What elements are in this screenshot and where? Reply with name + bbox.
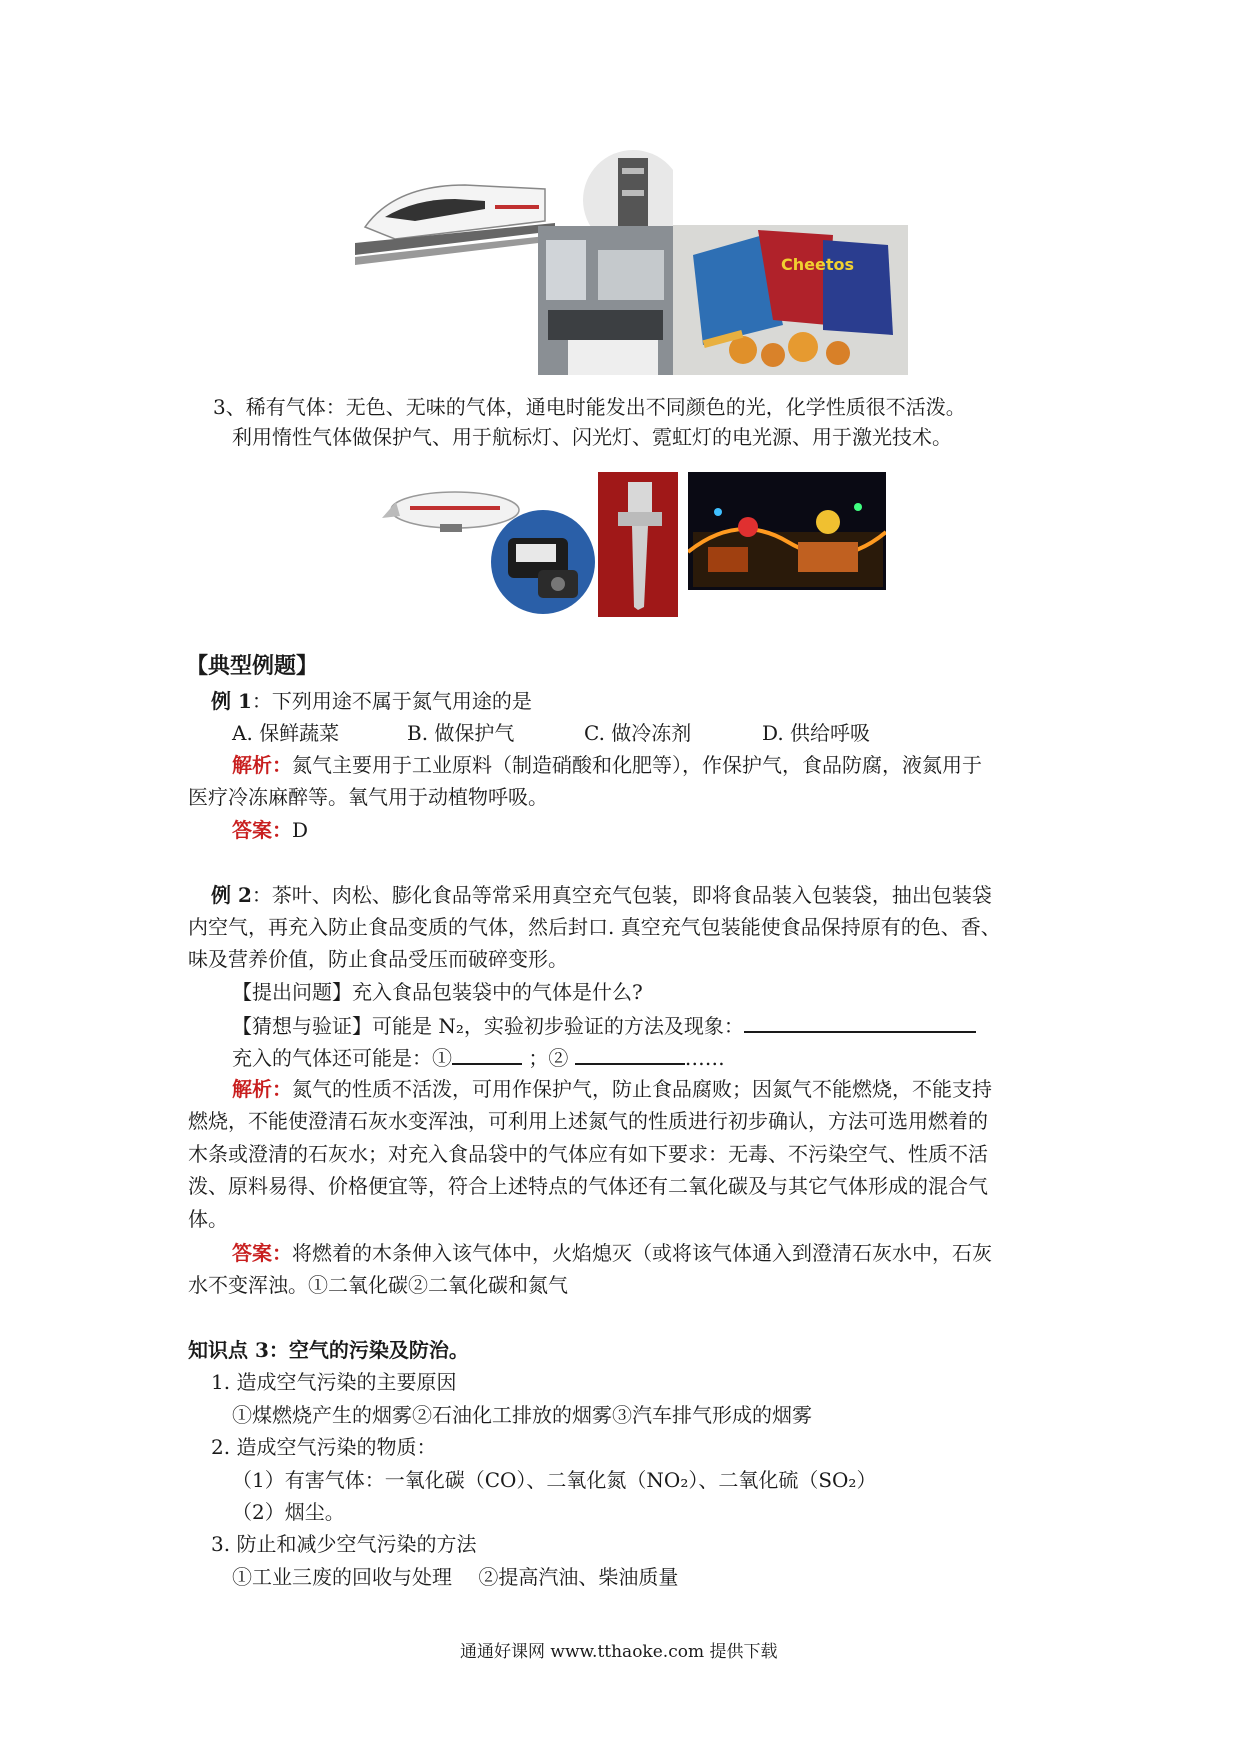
kp3-item-3a: ①工业三废的回收与处理 ②提高汽油、柴油质量 (232, 1565, 679, 1589)
kp3-item-1: 1. 造成空气污染的主要原因 (211, 1370, 457, 1394)
kp3-item-2b: （2）烟尘。 (232, 1500, 345, 1524)
example-2-analysis-line-3: 木条或澄清的石灰水；对充入食品袋中的气体应有如下要求：无毒、不污染空气、性质不活 (188, 1142, 988, 1166)
example-1-analysis-line-2: 医疗冷冻麻醉等。氧气用于动植物呼吸。 (188, 785, 548, 809)
answer-label: 答案： (232, 818, 292, 842)
analysis-text: 氮气主要用于工业原料（制造硝酸和化肥等），作保护气，食品防腐，液氮用于 (292, 753, 982, 777)
problem-statement: 【提出问题】充入食品包装袋中的气体是什么? (232, 980, 643, 1004)
example-2-analysis-line-4: 泼、原料易得、价格便宜等，符合上述特点的气体还有二氧化碳及与其它气体形成的混合气 (188, 1174, 988, 1198)
example-2-question-line-1 (211, 880, 992, 910)
svg-text:Cheetos: Cheetos (781, 255, 854, 274)
maglev-train-photo (355, 165, 555, 265)
example-2-text: ：茶叶、肉松、膨化食品等常采用真空充气包装，即将食品装入包装袋，抽出包装袋 (251, 883, 992, 907)
analysis-label: 解析： (232, 753, 292, 777)
example-2-analysis-line-1 (232, 1074, 992, 1104)
snack-bags-photo (673, 225, 908, 375)
kp3-item-1a: ①煤燃烧产生的烟雾②石油化工排放的烟雾③汽车排气形成的烟雾 (232, 1403, 812, 1427)
example-2-answer-line-2: 水不变浑浊。①二氧化碳②二氧化碳和氮气 (188, 1273, 568, 1297)
guess-text: 【猜想与验证】可能是 N₂，实验初步验证的方法及现象： (232, 1014, 744, 1038)
answer-text: 将燃着的木条伸入该气体中，火焰熄灭（或将该气体通入到澄清石灰水中，石灰 (292, 1241, 992, 1265)
guess-line (232, 1009, 976, 1041)
page-footer: 通通好课网 www.tthaoke.com 提供下载 (460, 1642, 778, 1662)
example-1-text: ：下列用途不属于氮气用途的是 (251, 689, 532, 713)
example-1-label: 例 1 (211, 689, 252, 713)
example-1-answer (232, 815, 308, 845)
example-2-question-line-2: 内空气，再充入防止食品变质的气体，然后封口. 真空充气包装能使食品保持原有的色、香、 (188, 915, 1001, 939)
option-a: A. 保鲜蔬菜 (232, 721, 340, 745)
guess-blank[interactable] (744, 1009, 976, 1033)
option-b: B. 做保护气 (407, 721, 515, 745)
kp3-item-2a: （1）有害气体：一氧化碳（CO）、二氧化氮（NO₂）、二氧化硫（SO₂） (232, 1468, 877, 1492)
lamp-photo (598, 472, 678, 617)
option-c: C. 做冷冻剂 (584, 721, 692, 745)
rare-gas-line-2: 利用惰性气体做保护气、用于航标灯、闪光灯、霓虹灯的电光源、用于激光技术。 (232, 425, 952, 449)
camera-flash-photo (488, 510, 598, 615)
answer-label: 答案： (232, 1241, 292, 1265)
maybe-text-c: …… (684, 1046, 725, 1070)
maybe-blank-1[interactable] (452, 1041, 522, 1065)
rare-gas-line-1: 3、稀有气体：无色、无味的气体，通电时能发出不同颜色的光，化学性质很不活泼。 (213, 395, 966, 419)
factory-photo (538, 150, 673, 375)
answer-text: D (292, 818, 309, 842)
example-2-answer-line-1 (232, 1238, 992, 1268)
example-2-analysis-line-2: 燃烧，不能使澄清石灰水变浑浊，可利用上述氮气的性质进行初步确认，方法可选用燃着的 (188, 1109, 988, 1133)
example-2-analysis-line-5: 体。 (188, 1207, 228, 1231)
analysis-label: 解析： (232, 1077, 292, 1101)
maybe-text-b: ；② (528, 1046, 569, 1070)
option-d: D. 供给呼吸 (762, 721, 871, 745)
example-2-question-line-3: 味及营养价值，防止食品受压而破碎变形。 (188, 947, 568, 971)
example-1-analysis-line-1 (232, 750, 982, 780)
neon-lights-photo (688, 472, 886, 590)
analysis-text: 氮气的性质不活泼，可用作保护气，防止食品腐败；因氮气不能燃烧，不能支持 (292, 1077, 992, 1101)
kp3-title: 知识点 3：空气的污染及防治。 (188, 1338, 469, 1362)
section-title: 【典型例题】 (186, 653, 319, 679)
kp3-item-2: 2. 造成空气污染的物质： (211, 1435, 437, 1459)
maybe-line (232, 1041, 725, 1073)
example-2-label: 例 2 (211, 883, 252, 907)
maybe-text-a: 充入的气体还可能是：① (232, 1046, 452, 1070)
maybe-blank-2[interactable] (575, 1041, 685, 1065)
example-1-question (211, 686, 532, 716)
kp3-item-3: 3. 防止和减少空气污染的方法 (211, 1532, 477, 1556)
